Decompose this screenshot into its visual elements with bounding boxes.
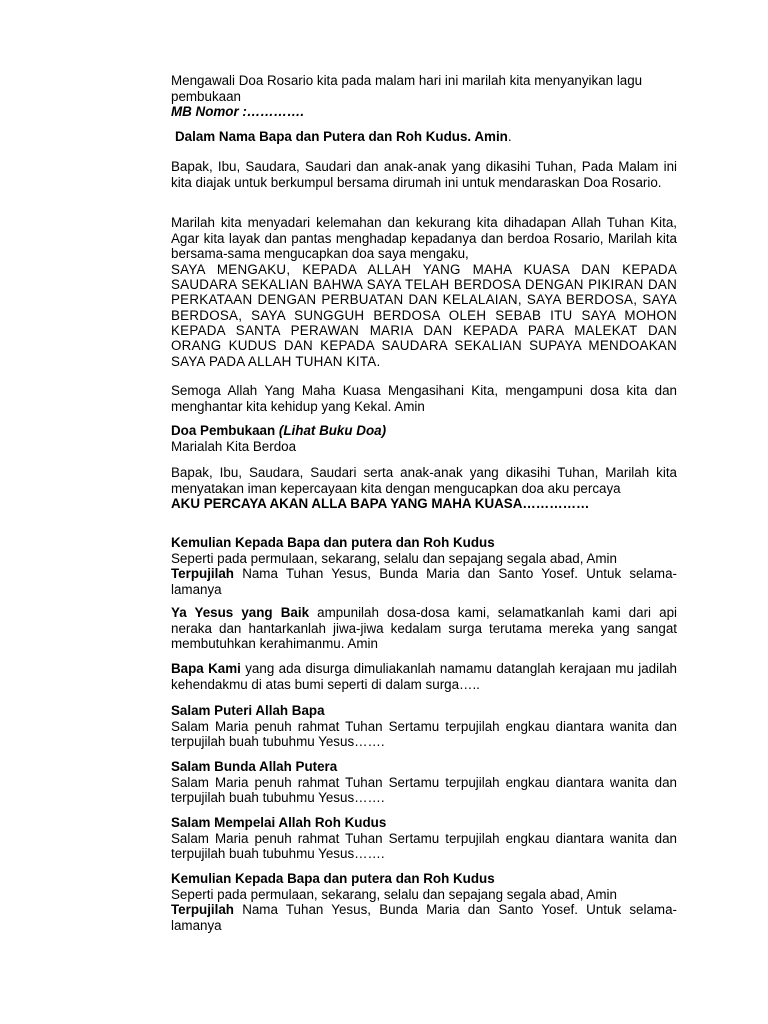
intro-block bbox=[171, 73, 677, 120]
fatima-label: Ya Yesus yang Baik bbox=[171, 605, 310, 620]
hail-mary-text: Salam Maria penuh rahmat Tuhan Sertamu terpujilah engkau diantara wanita dan terpujilah buah tubuhmu Yesus……. bbox=[171, 718, 677, 750]
praise-label: Terpujilah bbox=[171, 902, 234, 918]
sign-of-cross-period: . bbox=[507, 129, 512, 144]
opening-prayer-note: (Lihat Buku Doa) bbox=[278, 423, 387, 438]
praise-text: Nama Tuhan Yesus, Bunda Maria dan Santo Yosef. Untuk selama-lamanya bbox=[171, 566, 677, 597]
hail-mary-title: Salam Mempelai Allah Roh Kudus bbox=[171, 815, 387, 830]
intro-text: Mengawali Doa Rosario kita pada malam hari ini marilah kita menyanyikan lagu pembukaan bbox=[171, 73, 643, 104]
fatima-prayer bbox=[171, 605, 677, 652]
hail-mary-3 bbox=[171, 815, 677, 862]
sign-of-cross bbox=[175, 129, 677, 145]
praise-label: Terpujilah bbox=[171, 566, 234, 582]
opening-prayer-label: Doa Pembukaan bbox=[171, 423, 279, 438]
hail-mary-title: Salam Puteri Allah Bapa bbox=[171, 703, 325, 718]
fatima-text: ampunilah dosa-dosa kami, selamatkanlah kami dari api neraka dan hantarkanlah jiwa-jiwa kedalam surga terutama mereka yang sangat membutuhkan kerahimanmu. Amin bbox=[171, 605, 677, 652]
glory-block-1 bbox=[171, 535, 677, 597]
praise-text: Nama Tuhan Yesus, Bunda Maria dan Santo Yosef. Untuk selama-lamanya bbox=[171, 902, 677, 933]
our-father-label: Bapa Kami bbox=[171, 661, 241, 676]
glory-line: Seperti pada permulaan, sekarang, selalu dan sepajang segala abad, Amin bbox=[171, 550, 617, 566]
confession-prayer: SAYA MENGAKU, KEPADA ALLAH YANG MAHA KUASA DAN KEPADA SAUDARA SEKALIAN BAHWA SAYA TELAH BERDOSA DENGAN PIKIRAN DAN PERKATAAN DENGAN PERBUATAN DAN KELALAIAN, SAYA BERDOSA, SAYA BERDOSA, SAYA SUNGGUH BERDOSA OLEH SEBAB ITU SAYA MOHON KEPADA SANTA PERAWAN MARIA DAN KEPADA PARA MALEKAT DAN ORANG KUDUS DAN KEPADA SAUDARA SEKALIAN SUPAYA MENDOAKAN SAYA PADA ALLAH TUHAN KITA. bbox=[171, 261, 677, 369]
glory-line: Seperti pada permulaan, sekarang, selalu dan sepajang segala abad, Amin bbox=[171, 886, 617, 902]
creed-block bbox=[171, 465, 677, 512]
opening-prayer-block bbox=[171, 423, 677, 454]
creed-intro: Bapak, Ibu, Saudara, Saudari serta anak-anak yang dikasihi Tuhan, Marilah kita menyatakan iman kepercayaan kita dengan mengucapkan doa aku percaya bbox=[171, 465, 677, 496]
hail-mary-title: Salam Bunda Allah Putera bbox=[171, 759, 338, 774]
glory-title: Kemulian Kepada Bapa dan putera dan Roh Kudus bbox=[171, 871, 495, 886]
creed-prayer: AKU PERCAYA AKAN ALLA BAPA YANG MAHA KUASA…………… bbox=[171, 496, 590, 512]
hail-mary-1 bbox=[171, 703, 677, 750]
hail-mary-text: Salam Maria penuh rahmat Tuhan Sertamu terpujilah engkau diantara wanita dan terpujilah buah tubuhmu Yesus……. bbox=[171, 830, 677, 862]
our-father-text: yang ada disurga dimuliakanlah namamu datanglah kerajaan mu jadilah kehendakmu di atas bumi seperti di dalam surga….. bbox=[171, 661, 677, 692]
glory-title: Kemulian Kepada Bapa dan putera dan Roh Kudus bbox=[171, 535, 495, 550]
our-father-prayer bbox=[171, 661, 677, 692]
sign-of-cross-text: Dalam Nama Bapa dan Putera dan Roh Kudus. Amin bbox=[175, 129, 508, 144]
confession-intro: Marilah kita menyadari kelemahan dan kekurang kita dihadapan Allah Tuhan Kita, Agar kita layak dan pantas menghadap kepadanya dan berdoa Rosario, Marilah kita bersama-sama mengucapkan doa saya mengaku, bbox=[171, 215, 677, 262]
hail-mary-text: Salam Maria penuh rahmat Tuhan Sertamu terpujilah engkau diantara wanita dan terpujilah buah tubuhmu Yesus……. bbox=[171, 774, 677, 806]
glory-block-2 bbox=[171, 871, 677, 933]
mb-number: MB Nomor :…………. bbox=[171, 104, 305, 120]
hail-mary-2 bbox=[171, 759, 677, 806]
absolution-paragraph: Semoga Allah Yang Maha Kuasa Mengasihani Kita, mengampuni dosa kita dan menghantar kita kehidup yang Kekal. Amin bbox=[171, 383, 677, 414]
opening-prayer-line: Marialah Kita Berdoa bbox=[171, 438, 297, 454]
greeting-paragraph: Bapak, Ibu, Saudara, Saudari dan anak-anak yang dikasihi Tuhan, Pada Malam ini kita diajak untuk berkumpul bersama dirumah ini untuk mendaraskan Doa Rosario. bbox=[171, 159, 677, 190]
confession-block bbox=[171, 215, 677, 369]
